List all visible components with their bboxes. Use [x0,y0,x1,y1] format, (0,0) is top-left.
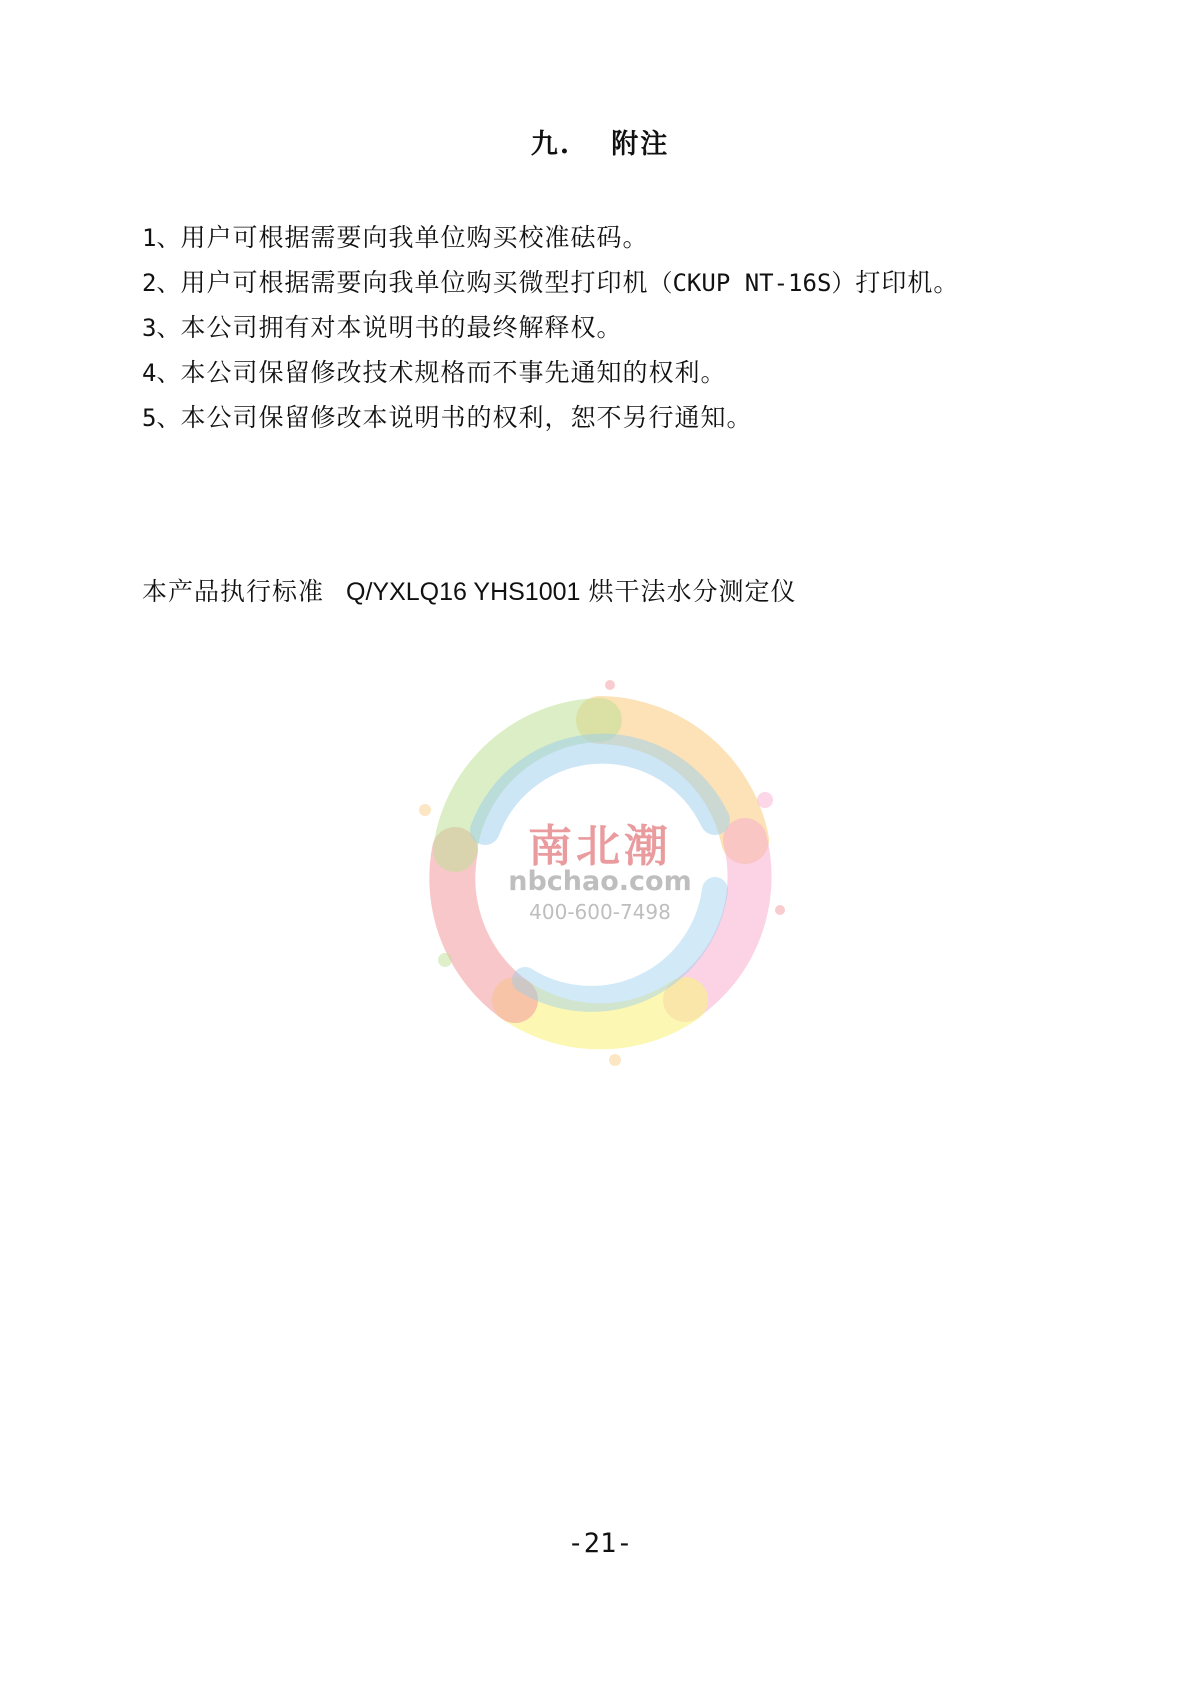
note-index: 4、 [142,359,181,387]
standard-product: 烘干法水分测定仪 [588,577,797,606]
watermark-phone: 400-600-7498 [529,900,671,924]
note-text: 本公司拥有对本说明书的最终解释权。 [180,313,623,342]
standard-label: 本产品执行标准 [142,577,325,606]
note-text: 本公司保留修改技术规格而不事先通知的权利。 [180,358,727,387]
list-item [142,350,959,395]
note-text: 用户可根据需要向我单位购买微型打印机 [180,268,649,297]
section-heading [0,122,1200,161]
note-index: 3、 [142,314,181,342]
list-item [142,215,959,260]
section-title: 附注 [611,129,670,160]
note-text: 本公司保留修改本说明书的权利，恕不另行通知。 [180,403,753,432]
watermark-site: nbchao.com [508,866,692,897]
note-index: 2、 [142,269,181,297]
printer-model: （CKUP NT-16S） [648,269,856,297]
section-number: 九. [530,129,572,160]
note-text: 用户可根据需要向我单位购买校准砝码。 [180,223,649,252]
product-standard [142,572,796,608]
watermark-brand: 南北潮 [528,821,672,872]
list-item [142,395,959,440]
note-index: 1、 [142,224,181,252]
list-item [142,260,959,305]
standard-code: Q/YXLQ16 YHS1001 [346,578,581,606]
note-index: 5、 [142,404,181,432]
watermark-logo [385,660,815,1080]
note-text: 打印机。 [855,268,960,297]
list-item [142,305,959,350]
notes-list [142,215,959,440]
page-number: -21- [567,1528,633,1559]
